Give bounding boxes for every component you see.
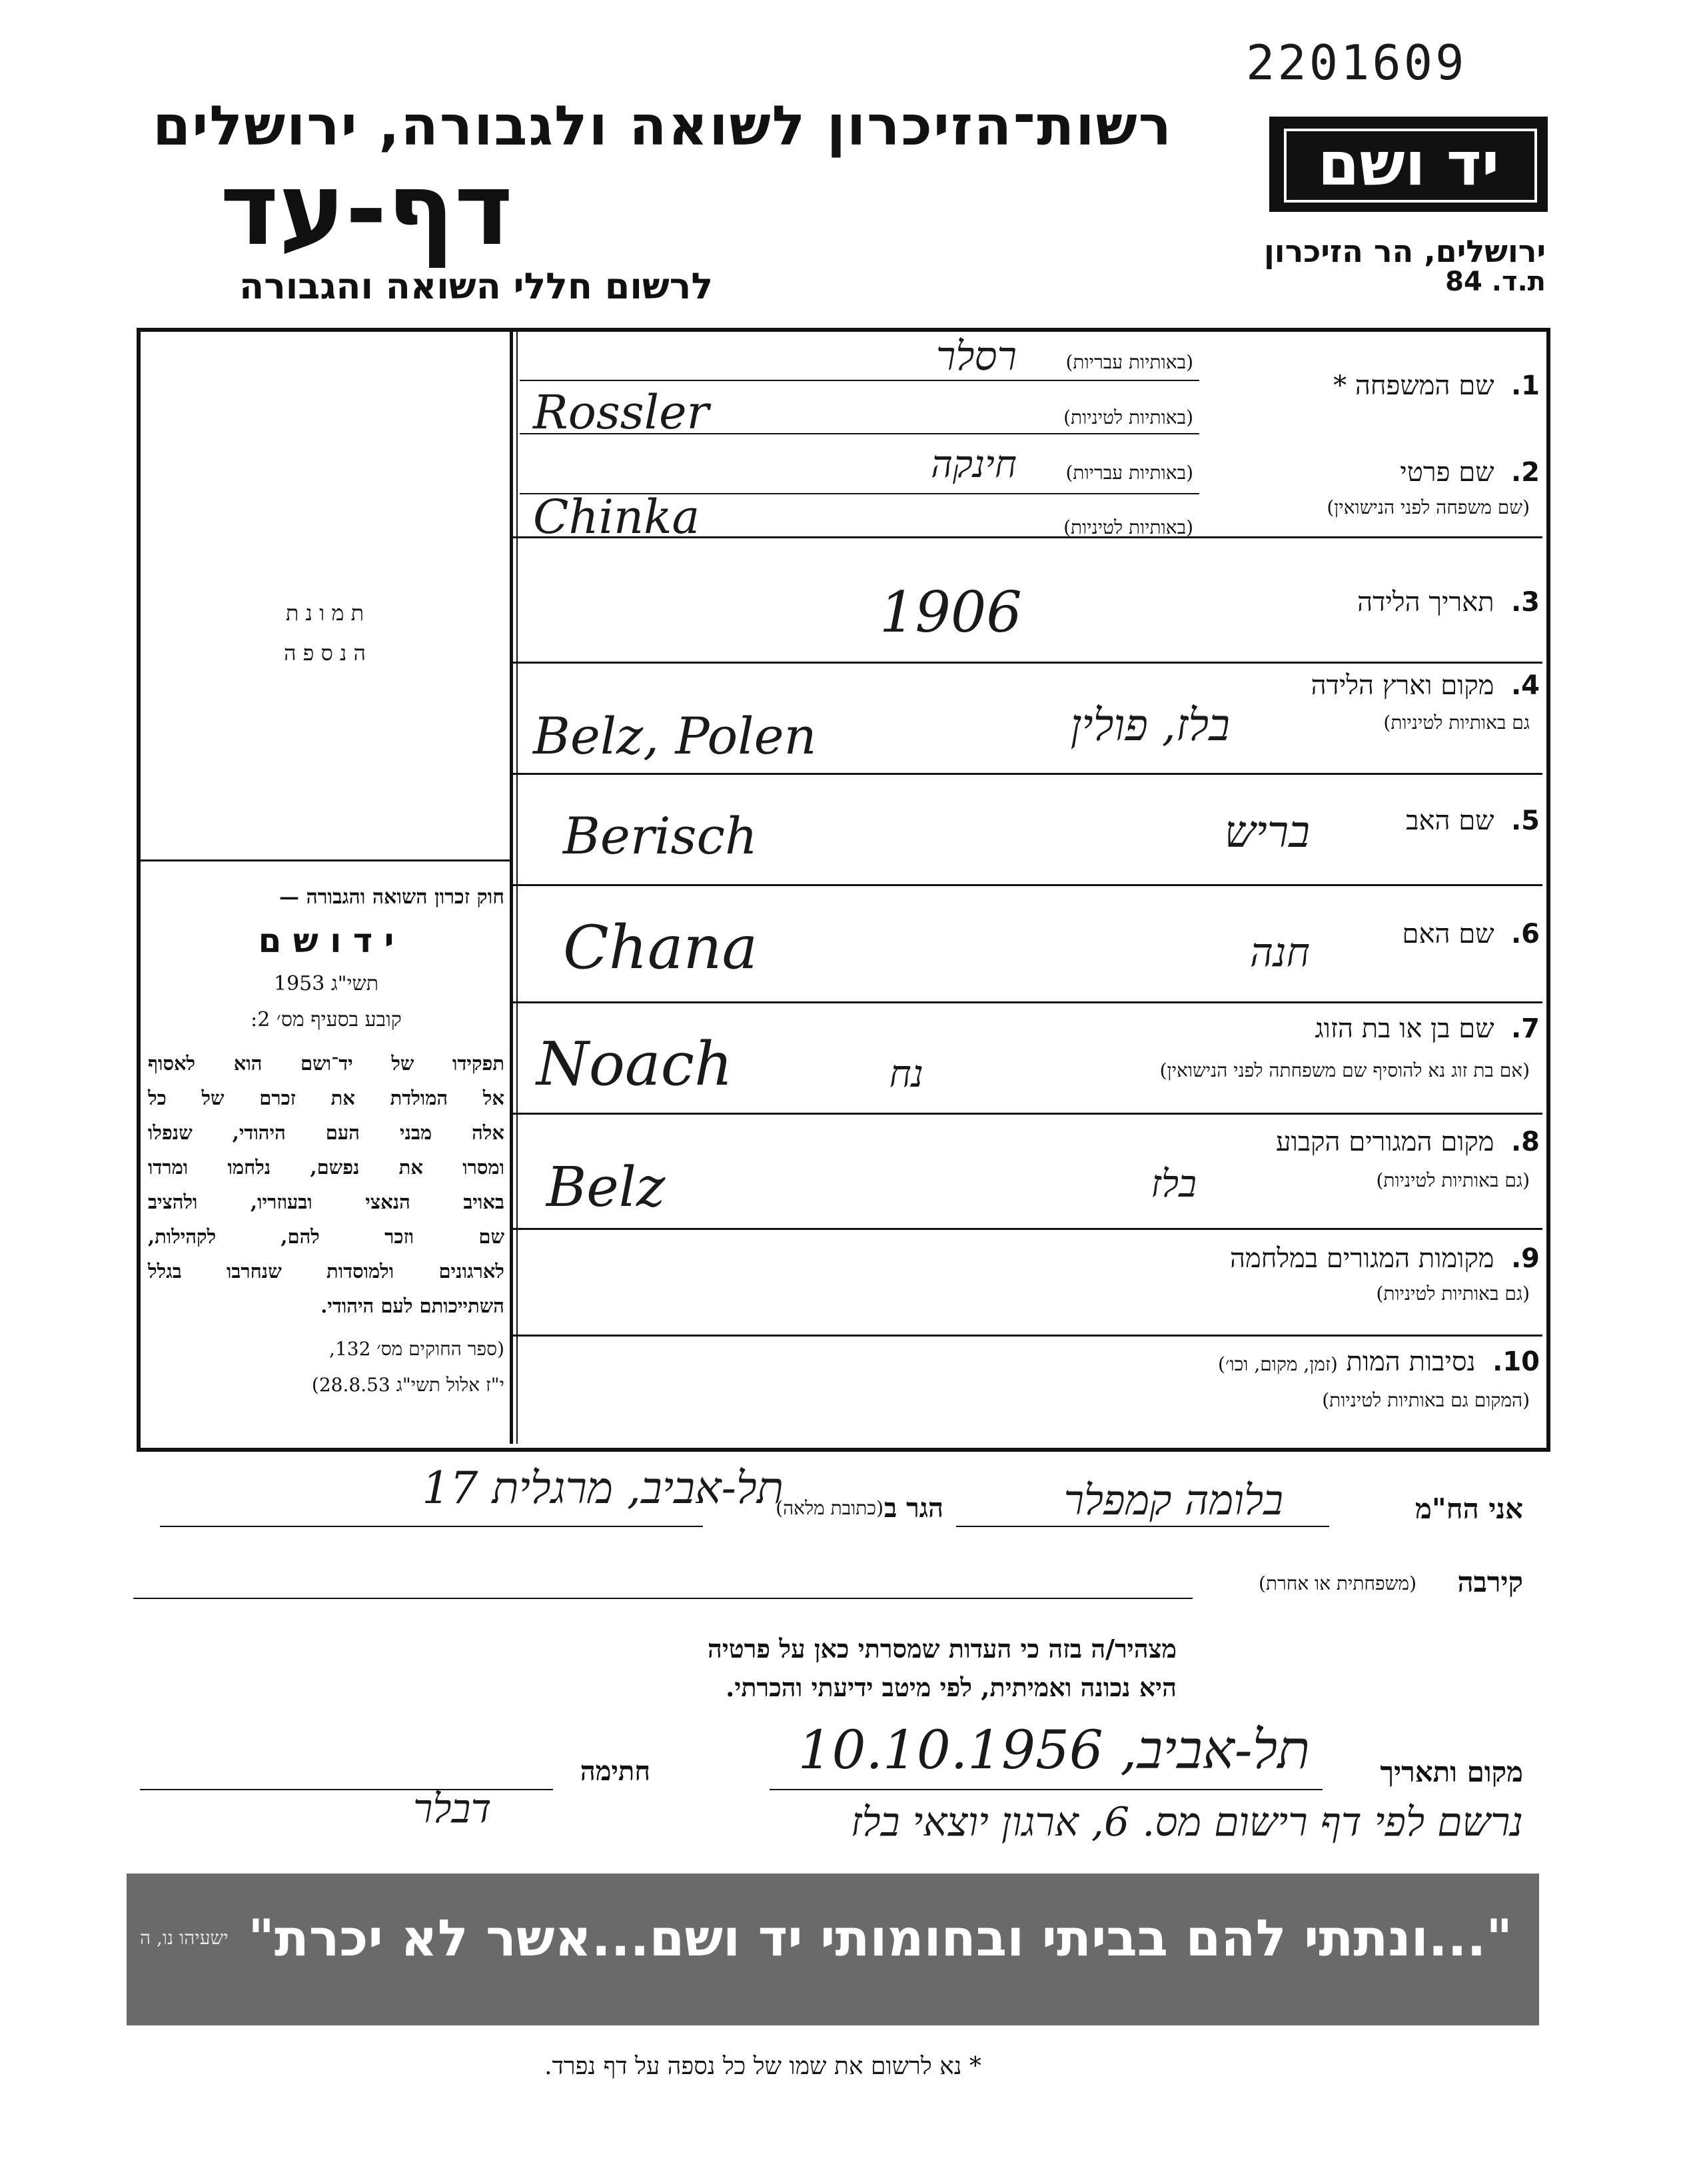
field-6-value-hebrew: חנה	[1249, 929, 1310, 976]
field-8-value-hebrew: בלז	[1151, 1163, 1197, 1206]
banner-source: ישעיהו נו, ה	[140, 1927, 229, 1949]
relation-field	[133, 1598, 1193, 1599]
declarant-name: בלומה קמפלר	[1063, 1476, 1283, 1524]
field-7-value-hebrew: נח	[889, 1053, 923, 1096]
field-label-text: שם פרטי	[1400, 457, 1494, 488]
field-2-value-hebrew: חינקה	[931, 443, 1017, 486]
document-title: דף-עד	[220, 152, 513, 268]
field-label-text: שם המשפחה *	[1333, 370, 1494, 401]
sidebar-separator	[137, 859, 513, 861]
field-1-label	[1333, 370, 1540, 401]
field-4-value-latin: Belz, Polen	[533, 706, 817, 766]
field-7-label	[1315, 1013, 1540, 1044]
law-year: תשי"ג 1953	[274, 972, 378, 995]
field-label-text: נסיבות המות	[1346, 1347, 1476, 1377]
place-date-label: מקום ותאריך	[1380, 1756, 1523, 1788]
law-body-line: אל המולדת את זכרם של כל	[148, 1087, 504, 1109]
field-2-label	[1400, 456, 1540, 488]
law-body-line: אלה מבני העם היהודי, שנפלו	[148, 1121, 504, 1144]
field-1-hint-latin: (באותיות לטיניות)	[1063, 406, 1193, 428]
law-body-line: השתייכותם לעם היהודי.	[320, 1295, 504, 1317]
field-label-text: שם בן או בת הזוג	[1315, 1013, 1494, 1044]
document-subtitle: לרשום חללי השואה והגבורה	[239, 265, 713, 307]
field-number: 7.	[1510, 1013, 1540, 1044]
law-body-line: באויב הנאצי ובעוזריו, ולהציב	[148, 1191, 504, 1213]
field-9-sub: (גם באותיות לטיניות)	[1376, 1283, 1530, 1305]
field-1-hint-hebrew: (באותיות עבריות)	[1065, 351, 1193, 373]
law-body-line: לארגונים ולמוסדות שנחרבו בגלל	[148, 1260, 504, 1283]
declarant-prefix: אני הח"מ	[1414, 1492, 1523, 1525]
quote-banner	[127, 1874, 1539, 2025]
yad-vashem-logo	[1269, 117, 1548, 212]
field-number: 8.	[1510, 1127, 1540, 1157]
field-1-value-latin: Rossler	[533, 385, 709, 440]
field-label-text: מקום וארץ הלידה	[1311, 670, 1494, 701]
footnote: * נא לרשום את שמו של כל נספה על דף נפרד.	[544, 2053, 981, 2080]
law-body-line: שם וזכר להם, לקהילות,	[148, 1225, 504, 1248]
law-date: י"ז אלול תשי"ג 28.8.53)	[311, 1374, 504, 1396]
field-5-label	[1406, 805, 1540, 836]
declarant-address: תל-אביב, מרגלית 17	[422, 1462, 784, 1514]
photo-label-1: ת מ ו נ ת	[285, 600, 364, 626]
note-signature: דבלר	[413, 1786, 492, 1832]
field-2-hint-latin: (באותיות לטיניות)	[1063, 516, 1193, 538]
field-3-value: 1906	[879, 580, 1022, 645]
field-5-value-latin: Berisch	[563, 806, 758, 865]
law-box	[148, 879, 504, 1403]
field-6-label	[1402, 918, 1540, 949]
field-9-label	[1230, 1243, 1540, 1274]
declaration-line-1: מצהיר/ה בזה כי העדות שמסרתי כאן על פרטיה	[707, 1634, 1177, 1664]
field-8-sub: (גם באותיות לטיניות)	[1376, 1169, 1530, 1191]
field-number: 4.	[1510, 670, 1540, 701]
address-hint: (כתובת מלאה)	[776, 1497, 883, 1519]
field-2-value-latin: Chinka	[533, 490, 700, 544]
field-8-value-latin: Belz	[546, 1156, 666, 1219]
field-2-sub: (שם משפחה לפני הנישואין)	[1327, 496, 1530, 518]
field-10-sub: (המקום גם באותיות לטיניות)	[1322, 1389, 1530, 1411]
field-1-value-hebrew: רסלר	[935, 333, 1017, 380]
registration-note: נרשם לפי דף רישום מס. 6, ארגון יוצאי בלז	[850, 1799, 1523, 1846]
document-number: 2201609	[1246, 35, 1467, 91]
field-label-text: שם האב	[1406, 806, 1494, 836]
field-5-value-hebrew: בריש	[1224, 806, 1310, 857]
resides-label: הגר ב	[883, 1492, 943, 1524]
photo-placeholder	[143, 593, 506, 673]
law-clause: קובע בסעיף מס׳ 2:	[251, 1008, 402, 1031]
field-4-value-hebrew: בלז, פולין	[1070, 700, 1230, 751]
field-7-value-latin: Noach	[536, 1029, 733, 1099]
signature-label: חתימה	[580, 1756, 650, 1787]
field-label-text: שם האם	[1402, 919, 1494, 949]
authority-heading: רשות־הזיכרון לשואה ולגבורה, ירושלים	[153, 95, 1173, 158]
declaration-line-2: היא נכונה ואמיתית, לפי מיטב ידיעתי והכרתי.	[726, 1672, 1177, 1702]
field-4-label	[1311, 670, 1540, 701]
field-number: 9.	[1510, 1243, 1540, 1274]
law-name: י ד ו ש ם	[258, 921, 394, 960]
field-number: 6.	[1510, 919, 1540, 949]
field-4-sub: גם באותיות לטיניות)	[1383, 712, 1530, 734]
relation-label: קירבה	[1457, 1566, 1523, 1598]
field-6-value-latin: Chana	[563, 913, 758, 983]
address-line-2: ת.ד. 84	[1445, 267, 1546, 297]
field-number: 10.	[1492, 1347, 1540, 1377]
field-2-hint-hebrew: (באותיות עבריות)	[1065, 462, 1193, 484]
field-3-label	[1357, 586, 1540, 618]
field-number: 5.	[1510, 806, 1540, 836]
relation-hint: (משפחתית או אחרת)	[1259, 1572, 1416, 1594]
field-label-note: (זמן, מקום, וכו׳)	[1218, 1353, 1338, 1375]
place-date-value: תל-אביב, 10.10.1956	[798, 1719, 1310, 1781]
law-title: חוק זכרון השואה והגבורה —	[279, 885, 504, 909]
field-label-text: מקומות המגורים במלחמה	[1230, 1243, 1494, 1274]
law-source: (ספר החוקים מס׳ 132,	[329, 1338, 504, 1360]
field-7-sub: (אם בת זוג נא להוסיף שם משפחתה לפני הנישואין)	[1159, 1059, 1530, 1081]
photo-label-2: ה נ ס פ ה	[284, 640, 366, 666]
law-body-line: ומסרו את נפשם, נלחמו ומרדו	[148, 1156, 504, 1179]
banner-quote: "...ונתתי להם בביתי ובחומותי יד ושם...אשר לא יכרת"	[248, 1908, 1512, 1967]
field-8-label	[1276, 1126, 1540, 1157]
law-body-line: תפקידו של יד־ושם הוא לאסוף	[148, 1052, 504, 1075]
field-number: 2.	[1510, 457, 1540, 488]
field-number: 1.	[1510, 370, 1540, 401]
field-label-text: מקום המגורים הקבוע	[1275, 1127, 1494, 1157]
field-number: 3.	[1510, 587, 1540, 618]
field-10-label	[1218, 1346, 1540, 1377]
logo-text: יד ושם	[1317, 129, 1500, 199]
field-label-text: תאריך הלידה	[1357, 587, 1494, 618]
address-line-1: ירושלים, הר הזיכרון	[1263, 233, 1546, 269]
